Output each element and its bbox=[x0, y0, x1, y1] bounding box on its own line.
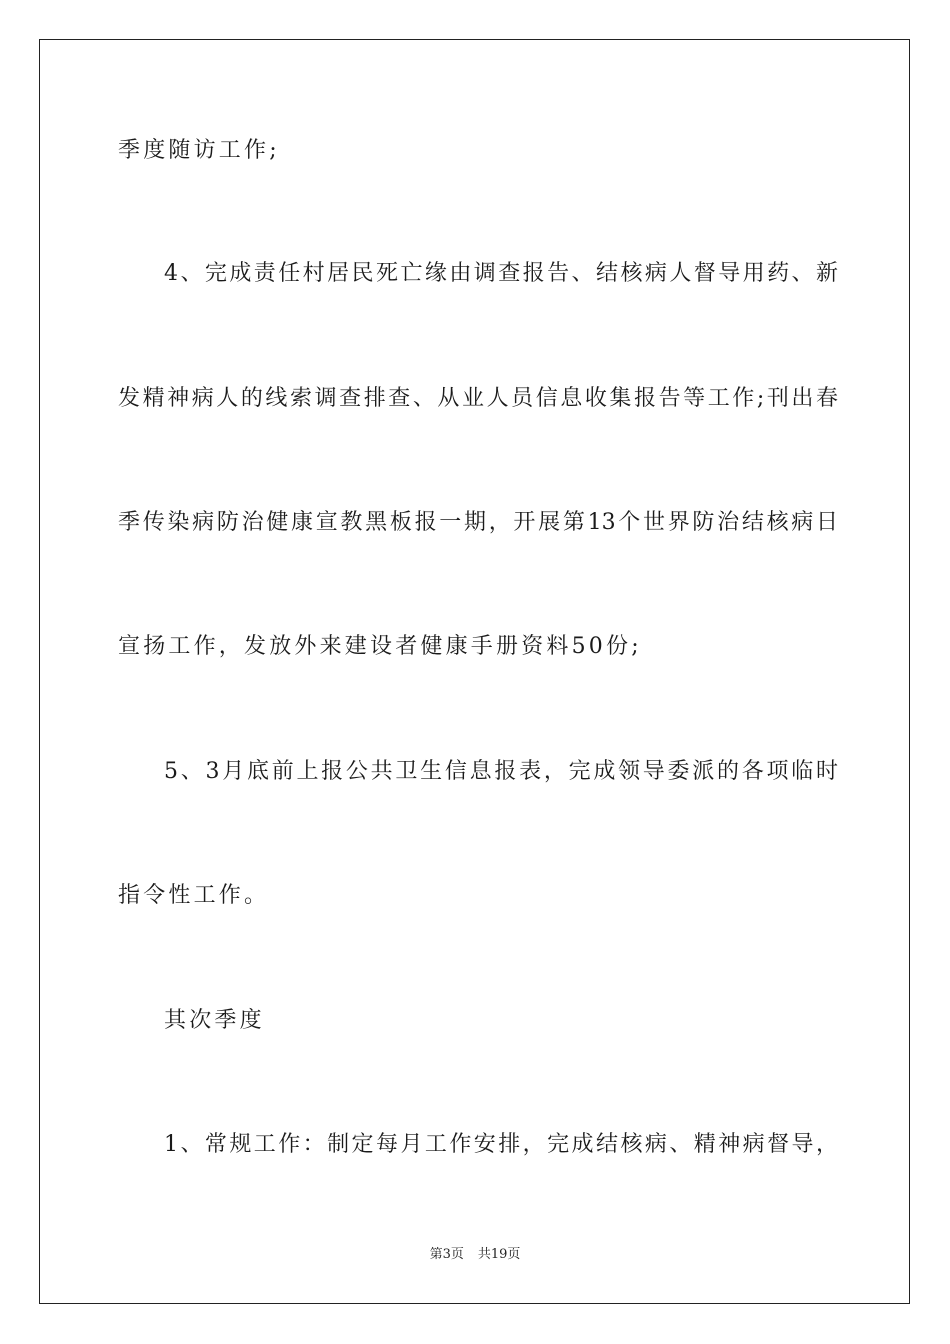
page-total: 共19页 bbox=[477, 1247, 521, 1262]
text-line-7: 指令性工作。 bbox=[118, 883, 270, 908]
text-line-9: 1、常规工作：制定每月工作安排，完成结核病、精神病督导， bbox=[164, 1132, 838, 1157]
page-number: 第3页 bbox=[429, 1247, 464, 1262]
text-line-6: 5、3月底前上报公共卫生信息报表，完成领导委派的各项临时 bbox=[164, 759, 838, 784]
page-footer bbox=[0, 1246, 950, 1264]
text-line-5: 宣扬工作，发放外来建设者健康手册资料50份; bbox=[118, 634, 642, 659]
text-line-4: 季传染病防治健康宣教黑板报一期，开展第13个世界防治结核病日 bbox=[118, 510, 838, 535]
page-border bbox=[39, 39, 910, 1304]
text-line-1: 季度随访工作; bbox=[118, 138, 280, 163]
section-heading: 其次季度 bbox=[164, 1008, 265, 1033]
text-line-2: 4、完成责任村居民死亡缘由调查报告、结核病人督导用药、新 bbox=[164, 261, 838, 286]
text-line-3: 发精神病人的线索调查排查、从业人员信息收集报告等工作;刊出春 bbox=[118, 386, 838, 411]
